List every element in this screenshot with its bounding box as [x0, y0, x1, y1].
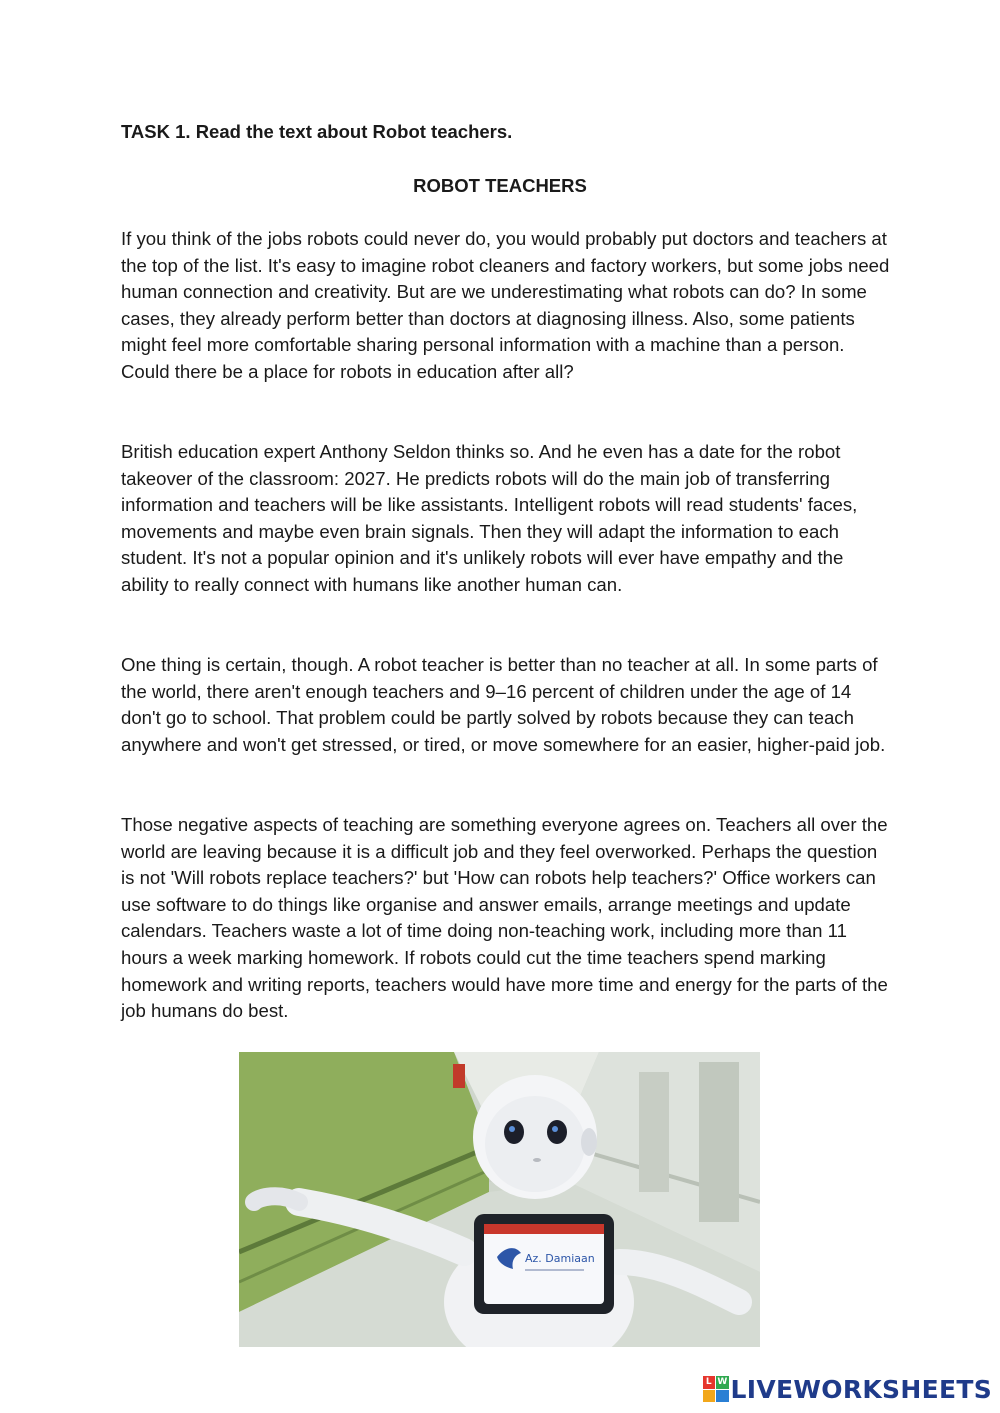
- paragraph-4: Those negative aspects of teaching are something everyone agrees on. Teachers all over the world are leaving because it is a difficult job and they feel overworked. Perhaps the question is not 'Will robots replace teachers?' but 'How can robots help teachers?' Office workers can use software to do things like organise and answer emails, arrange meetings and update calendars. Teachers waste a lot of time doing non-teaching work, including more than 11 hours a week marking homework. If robots could cut the time teachers spend marking homework and writing reports, teachers would have more time and energy for the parts of the job humans do best.: [121, 814, 888, 1022]
- logo-text: LIVEWORKSHEETS: [730, 1374, 992, 1404]
- tablet-text: Az. Damiaan: [525, 1252, 595, 1265]
- logo-mark-icon: L W: [703, 1376, 729, 1402]
- paragraph-3: One thing is certain, though. A robot teacher is better than no teacher at all. In some parts of the world, there aren't enough teachers and 9–16 percent of children under the age of 14 don't go to school. That problem could be partly solved by robots because they can teach anywhere and won't get stressed, or tired, or move somewhere for an easier, higher-paid job.: [121, 654, 886, 755]
- task-heading: TASK 1. Read the text about Robot teachers.: [121, 121, 513, 142]
- paragraph-1: If you think of the jobs robots could never do, you would probably put doctors and teachers at the top of the list. It's easy to imagine robot cleaners and factory workers, but some jobs need human connection and creativity. But are we underestimating what robots can do? In some cases, they already perform better than doctors at diagnosing illness. Also, some patients might feel more comfortable sharing personal information with a machine than a person. Could there be a place for robots in education after all?: [121, 228, 890, 382]
- liveworksheets-logo: [703, 1373, 992, 1405]
- robot-photo: [239, 1052, 760, 1347]
- paragraph-2: British education expert Anthony Seldon thinks so. And he even has a date for the robot takeover of the classroom: 2027. He predicts robots will do the main job of transferring information and teachers will be like assistants. Intelligent robots will read students' faces, movements and maybe even brain signals. Then they will adapt the information to each student. It's not a popular opinion and it's unlikely robots will ever have empathy and the ability to really connect with humans like another human can.: [121, 441, 858, 595]
- article-title: ROBOT TEACHERS: [413, 175, 587, 196]
